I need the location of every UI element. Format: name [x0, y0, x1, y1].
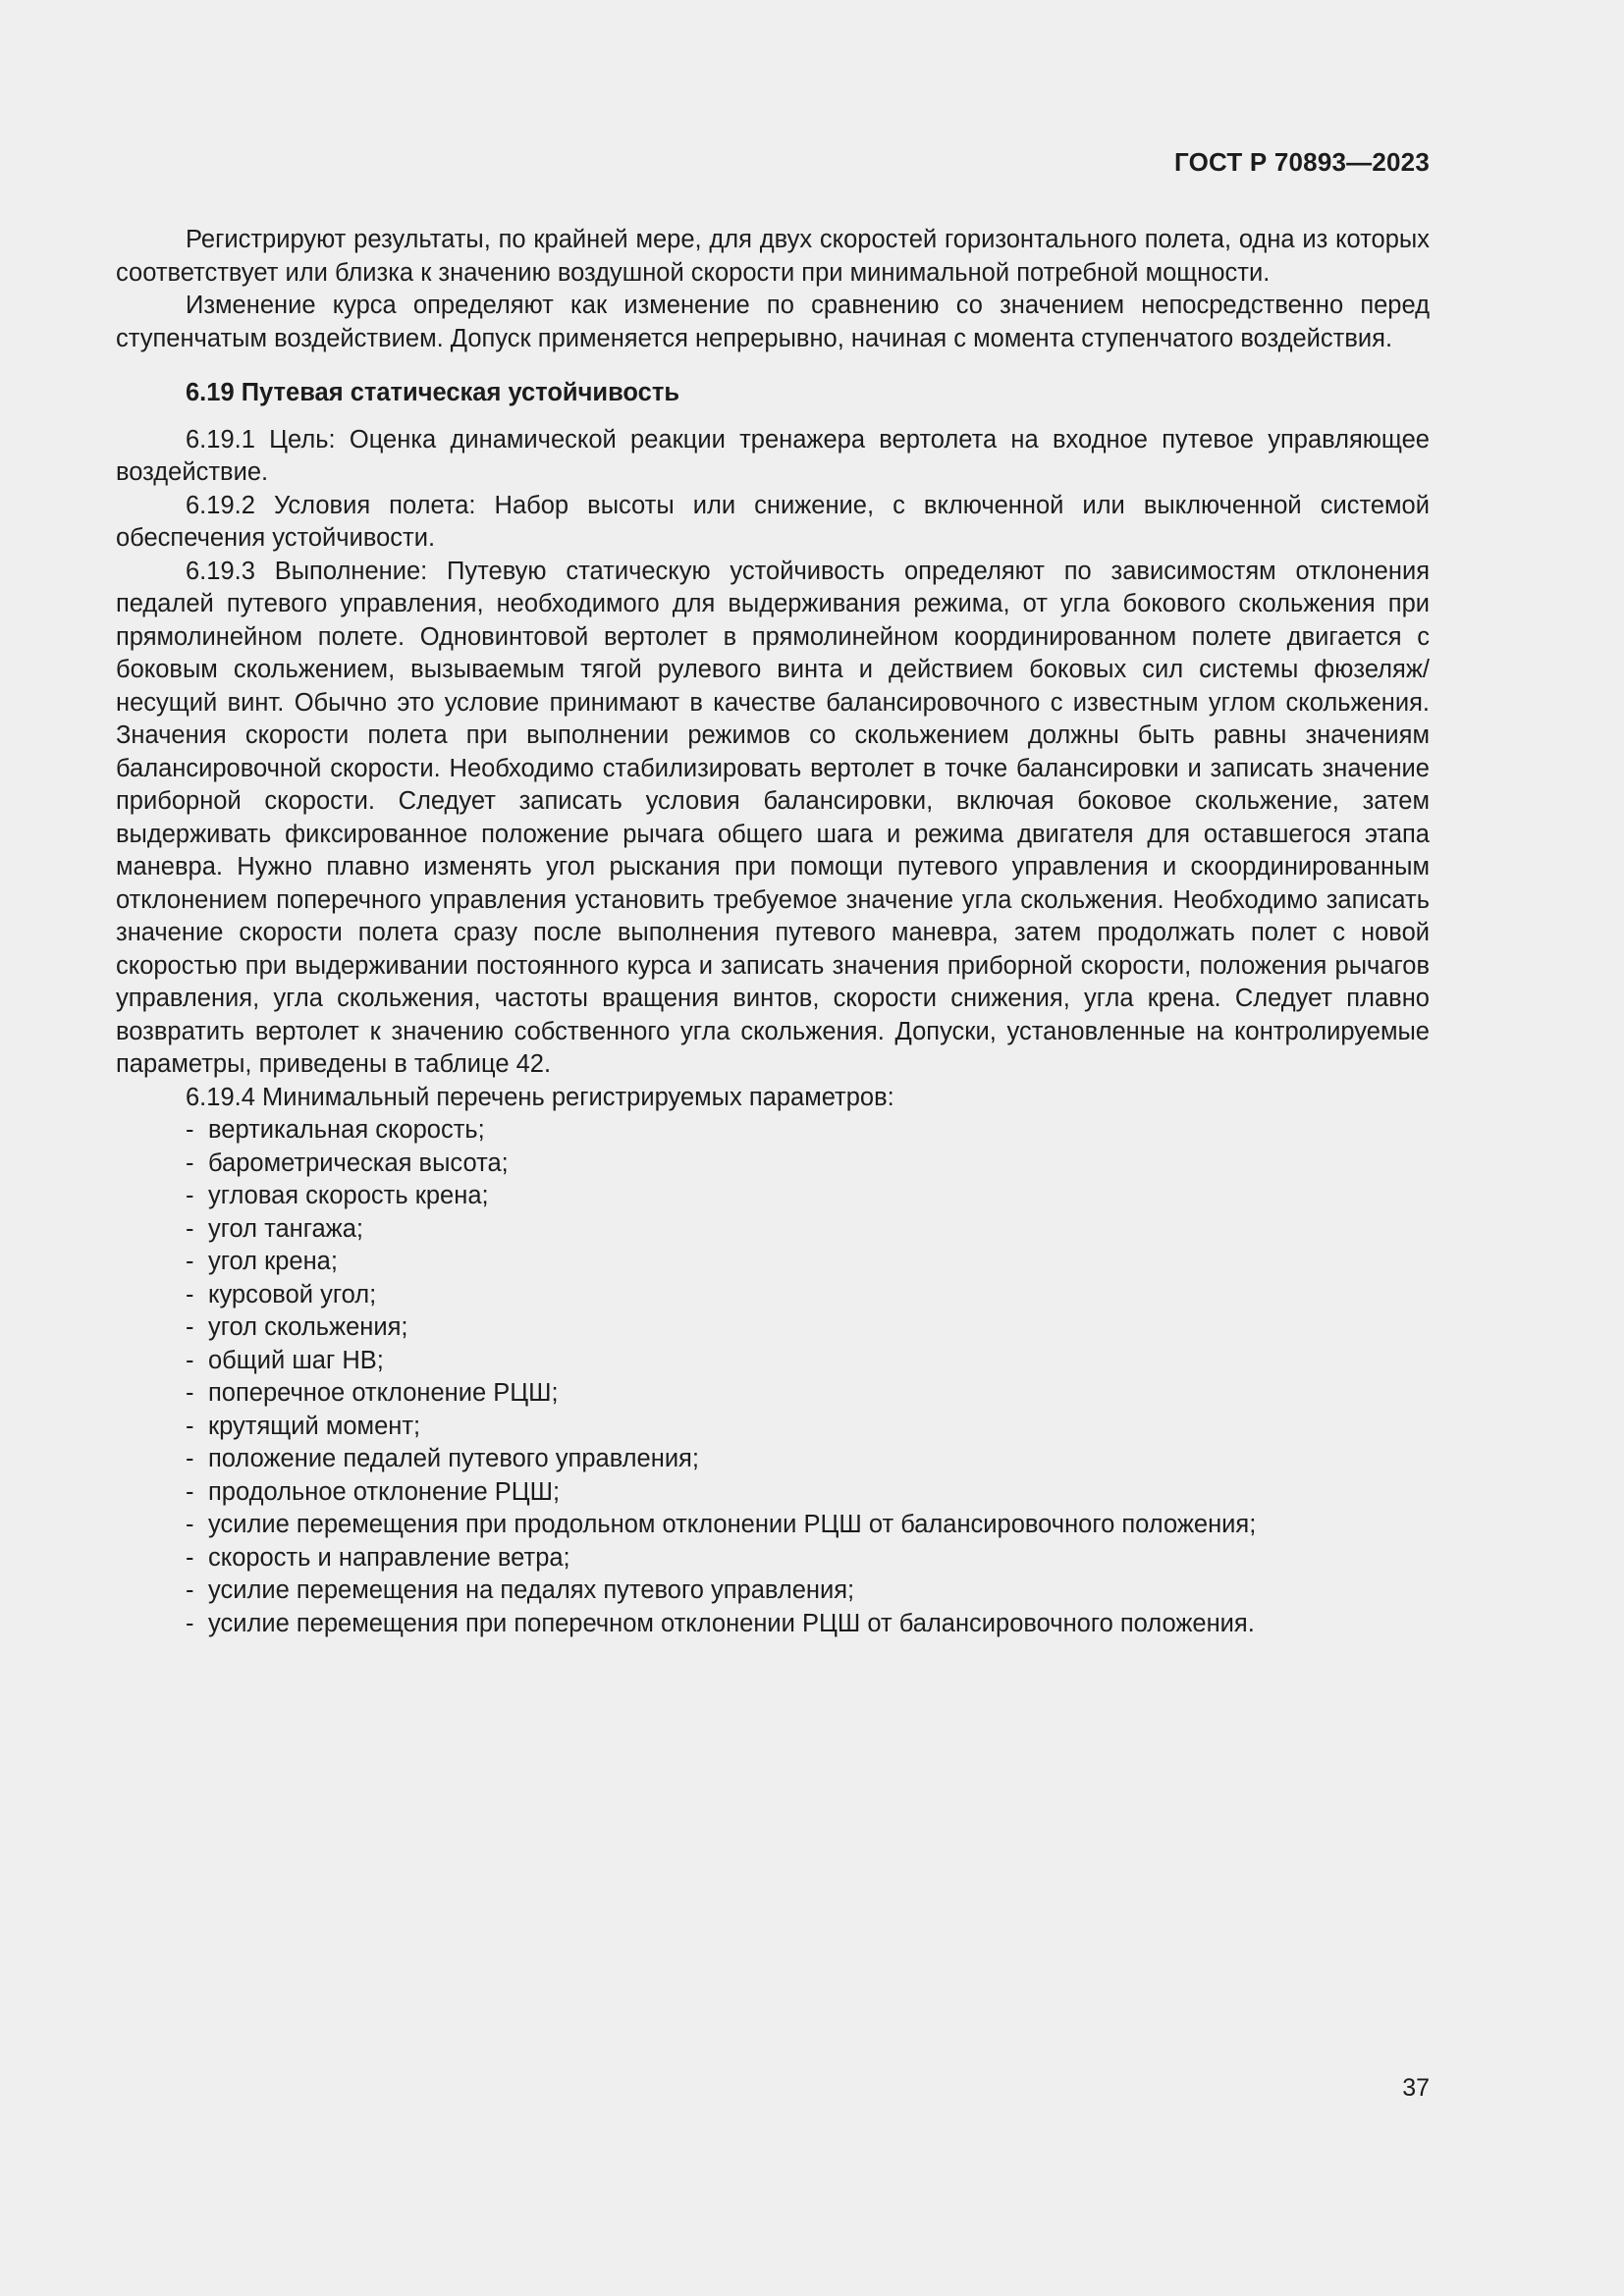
list-dash: -: [186, 1248, 194, 1275]
list-item-text: курсовой угол;: [208, 1280, 377, 1308]
list-item-text: поперечное отклонение РЦШ;: [208, 1379, 559, 1407]
list-item-text: усилие перемещения при поперечном отклонении РЦШ от балансировочного положения.: [208, 1609, 1255, 1637]
list-item: [116, 1213, 1430, 1247]
list-item-text: скорость и направление ветра;: [208, 1543, 570, 1572]
list-dash: -: [186, 1445, 194, 1472]
list-dash: -: [186, 1511, 194, 1538]
list-dash: -: [186, 1148, 194, 1177]
list-item: [116, 1180, 1430, 1213]
list-item: [116, 1542, 1430, 1575]
item-6-19-4: 6.19.4 Минимальный перечень регистрируемых параметров:: [186, 1083, 894, 1111]
list-item: [116, 1608, 1430, 1641]
list-item-text: угол крена;: [208, 1248, 338, 1275]
item-6-19-1: 6.19.1 Цель: Оценка динамической реакции тренажера вертолета на входное путевое управляющее воздействие.: [116, 425, 1430, 486]
list-item: [116, 1476, 1430, 1510]
list-item-text: угол тангажа;: [208, 1214, 363, 1243]
list-dash: -: [186, 1609, 194, 1637]
list-item: [116, 1345, 1430, 1378]
list-dash: -: [186, 1543, 194, 1572]
list-dash: -: [186, 1313, 194, 1341]
list-item-text: угловая скорость крена;: [208, 1182, 489, 1209]
list-dash: -: [186, 1576, 194, 1604]
page-number: 37: [1402, 2074, 1430, 2102]
list-item: [116, 1575, 1430, 1608]
item-6-19-2: 6.19.2 Условия полета: Набор высоты или снижение, с включенной или выключенной системой обеспечения устойчивости.: [116, 491, 1430, 552]
list-item-text: усилие перемещения на педалях путевого управления;: [208, 1576, 855, 1604]
list-dash: -: [186, 1412, 194, 1440]
list-item-text: барометрическая высота;: [208, 1148, 509, 1177]
list-item: [116, 1114, 1430, 1148]
list-item: [116, 1246, 1430, 1279]
item-6-19-3: 6.19.3 Выполнение: Путевую статическую устойчивость определяют по зависимостям отклонения педалей путевого управления, необходимого для выдерживания режима, от угла бокового скольжения при прямолинейном полете. Одновинтовой вертолет в прямолинейном координированном полете двигается с боковым скольжением, вызываемым тягой рулевого винта и действием боковых сил системы фюзеляж/несущий винт. Обычно это условие принимают в качестве балансировочного с известным углом скольжения. Значения скорости полета при выполнении режимов со скольжением должны быть равны значениям балансировочной скорости. Необходимо стабилизировать вертолет в точке балансировки и записать значение приборной скорости. Следует записать условия балансировки, включая боковое скольжение, затем выдерживать фиксированное положение рычага общего шага и режима двигателя для оставшегося этапа маневра. Нужно плавно изменять угол рыскания при помощи путевого управления и скоординированным отклонением поперечного управления установить требуемое значение угла скольжения. Необходимо записать значение скорости полета сразу после выполнения путевого маневра, затем продолжать полет с новой скоростью при выдерживании постоянного курса и записать значения приборной скорости, положения рычагов управления, угла скольжения, частоты вращения винтов, скорости снижения, угла крена. Следует плавно возвратить вертолет к значению собственного угла скольжения. Допуски, установленные на контролируемые параметры, приведены в таблице 42.: [116, 557, 1430, 1078]
paragraph-heading-change: Изменение курса определяют как изменение по сравнению со значением непосредственно перед ступенчатым воздействием. Допуск применяется непрерывно, начиная с момента ступенчатого воздействия.: [116, 292, 1430, 352]
list-item: [116, 1509, 1430, 1542]
list-dash: -: [186, 1477, 194, 1506]
list-dash: -: [186, 1182, 194, 1209]
list-item-text: угол скольжения;: [208, 1313, 408, 1341]
list-item-text: крутящий момент;: [208, 1412, 421, 1440]
list-item: [116, 1148, 1430, 1181]
list-item-text: вертикальная скорость;: [208, 1116, 485, 1144]
paragraph-speeds: Регистрируют результаты, по крайней мере, для двух скоростей горизонтального полета, одна из которых соответствует или близка к значению воздушной скорости при минимальной потребной мощности.: [116, 226, 1430, 287]
list-dash: -: [186, 1346, 194, 1374]
list-dash: -: [186, 1379, 194, 1407]
section-title: 6.19 Путевая статическая устойчивость: [186, 379, 679, 406]
list-item: [116, 1311, 1430, 1345]
list-item-text: общий шаг НВ;: [208, 1346, 384, 1374]
list-item-text: усилие перемещения при продольном отклонении РЦШ от балансировочного положения;: [208, 1511, 1257, 1538]
list-dash: -: [186, 1280, 194, 1308]
list-dash: -: [186, 1116, 194, 1144]
list-item: [116, 1377, 1430, 1411]
list-item-text: продольное отклонение РЦШ;: [208, 1477, 561, 1506]
list-dash: -: [186, 1214, 194, 1243]
page-body: [116, 224, 1430, 1640]
list-item-text: положение педалей путевого управления;: [208, 1445, 699, 1472]
list-item: [116, 1411, 1430, 1444]
document-id-header: ГОСТ Р 70893—2023: [1174, 147, 1430, 177]
list-item: [116, 1443, 1430, 1476]
list-item: [116, 1279, 1430, 1312]
parameter-list: [116, 1114, 1430, 1640]
